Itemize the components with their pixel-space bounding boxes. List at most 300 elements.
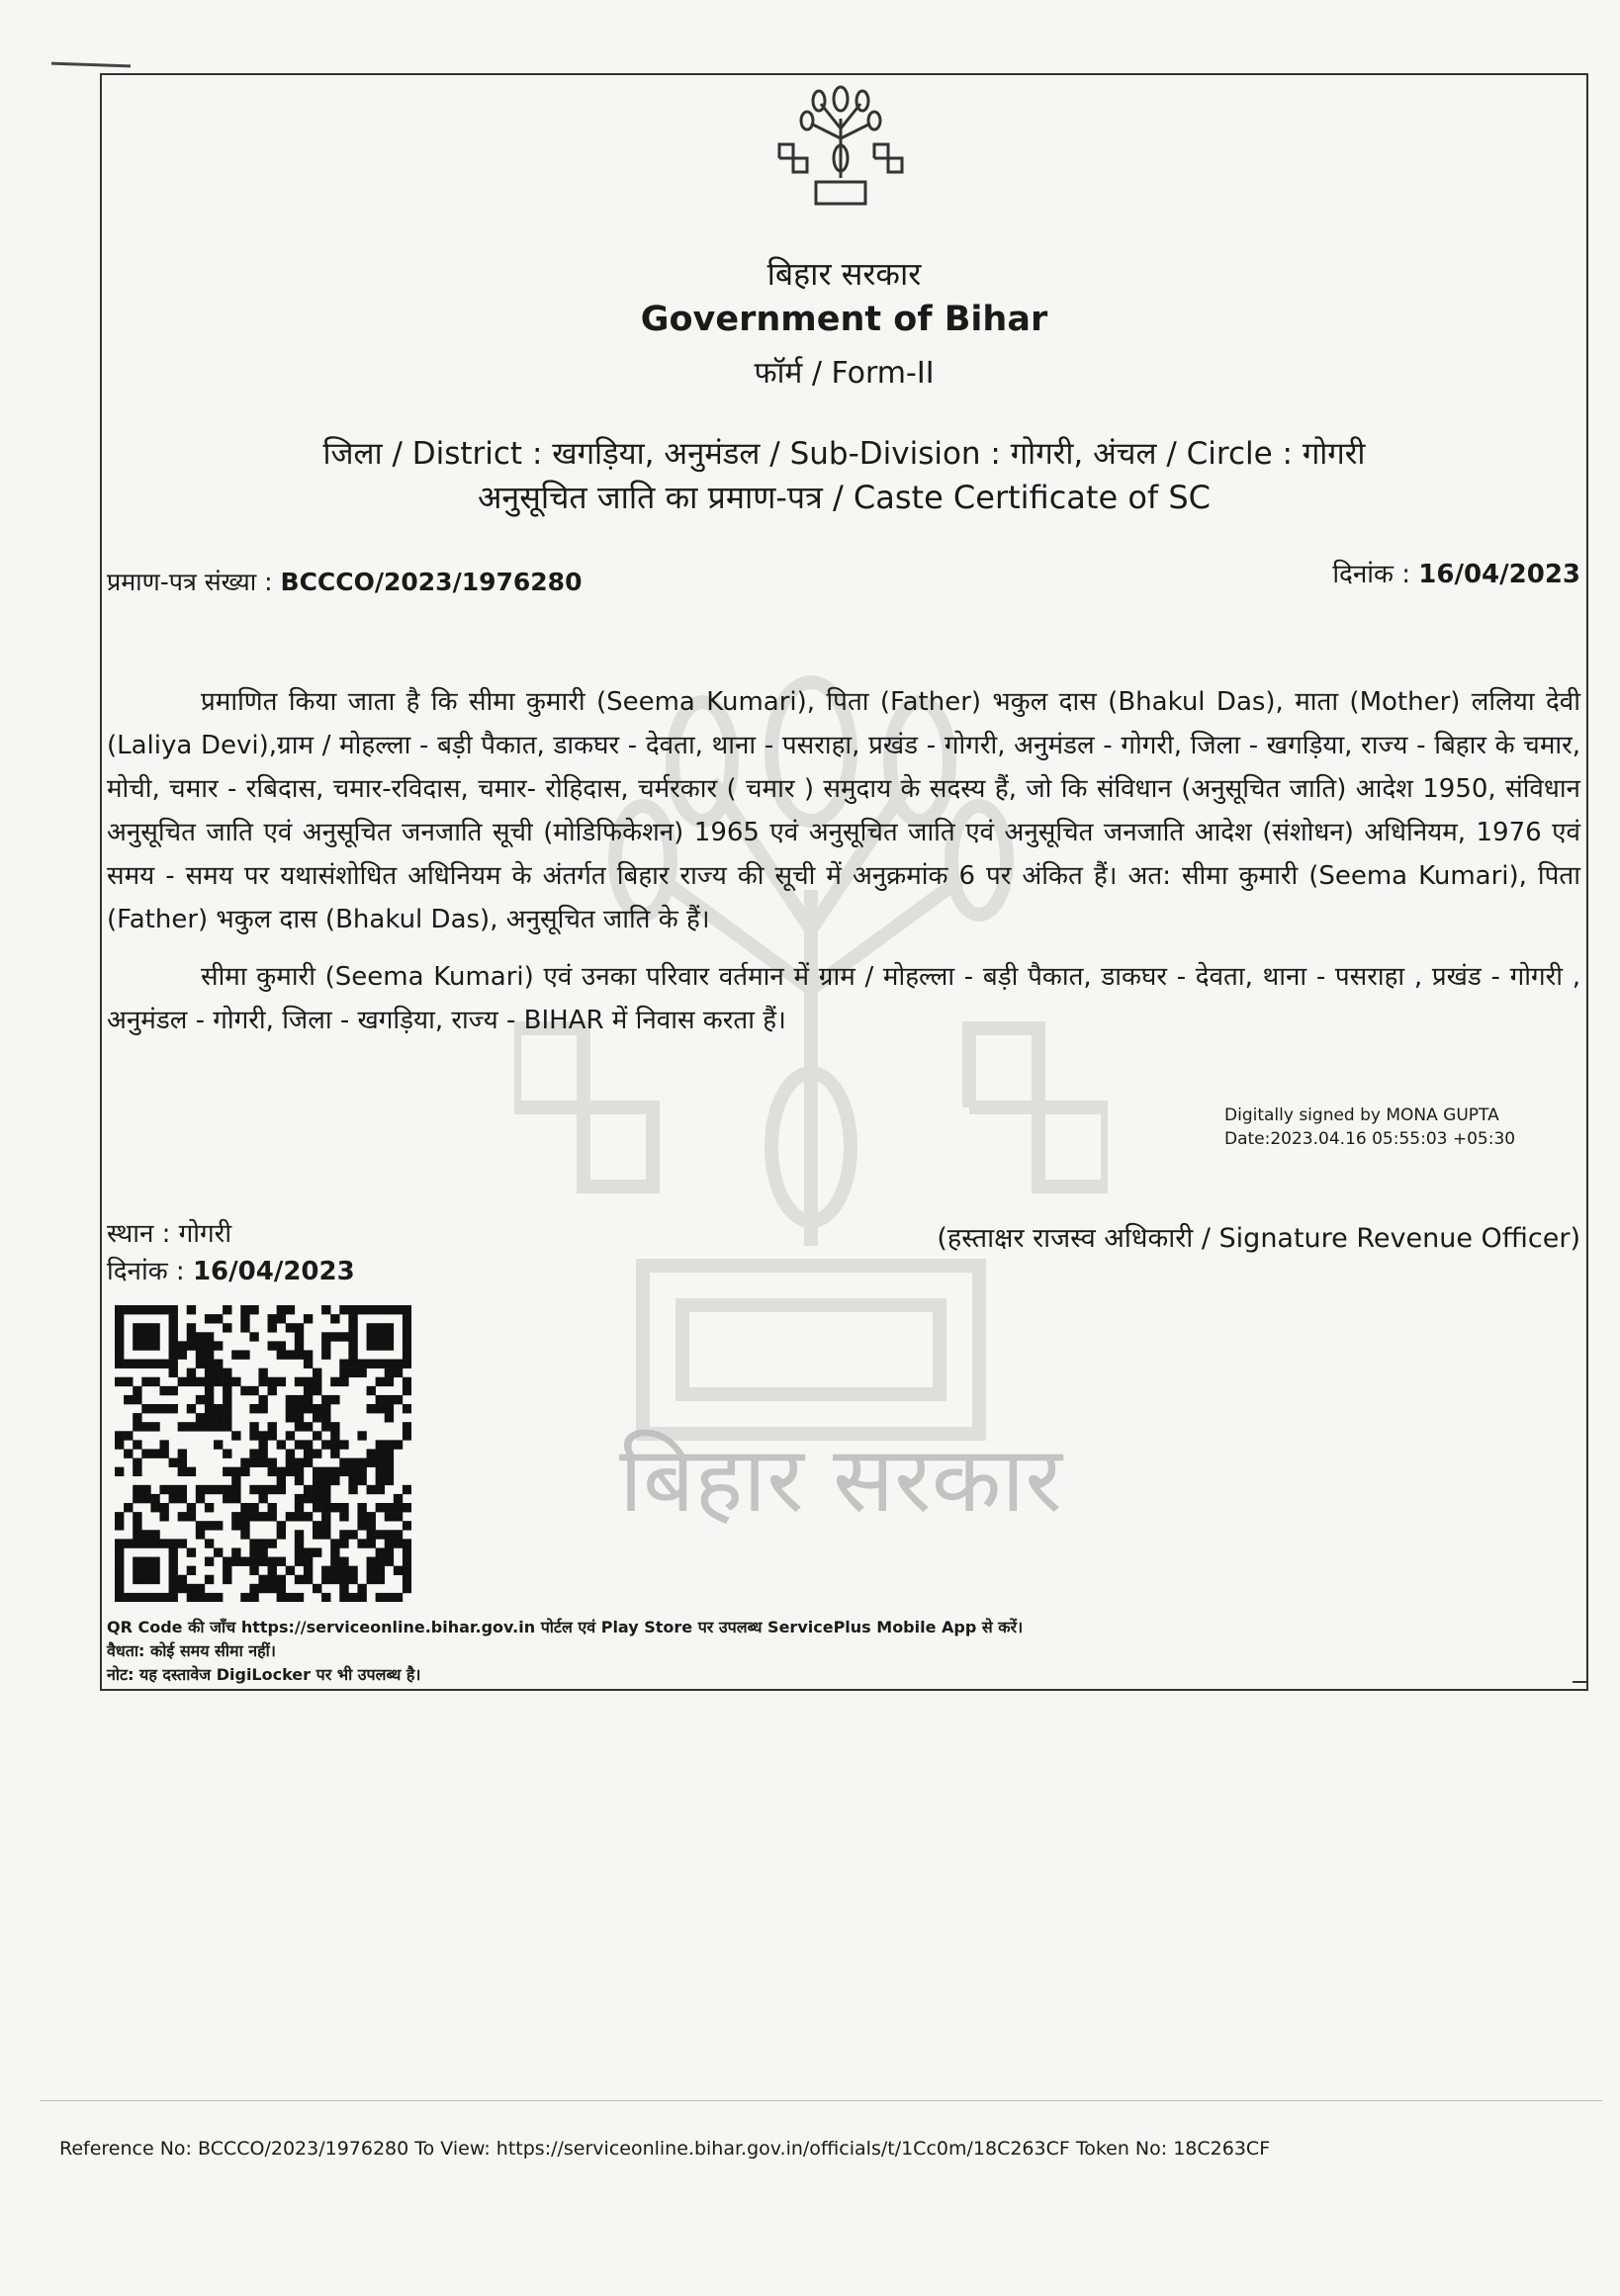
qr-module [169, 1369, 178, 1377]
qr-module [403, 1305, 411, 1314]
qr-module [313, 1449, 321, 1457]
qr-module [115, 1593, 124, 1602]
qr-module [348, 1305, 357, 1314]
qr-module [169, 1584, 178, 1593]
qr-module [348, 1458, 357, 1467]
footnotes [107, 1616, 1023, 1687]
qr-module [178, 1449, 187, 1457]
qr-module [258, 1575, 267, 1584]
qr-module [187, 1341, 196, 1350]
qr-module [348, 1350, 357, 1359]
qr-module [330, 1566, 339, 1575]
qr-module [367, 1360, 376, 1369]
qr-module [403, 1575, 411, 1584]
qr-module [330, 1332, 339, 1341]
bihar-emblem-icon [771, 79, 910, 208]
qr-module [169, 1341, 178, 1350]
digital-signature-signer: Digitally signed by MONA GUPTA [1224, 1105, 1499, 1125]
validity-note: वैधता: कोई समय सीमा नहीं। [107, 1641, 276, 1660]
qr-module [403, 1386, 411, 1395]
qr-module [231, 1467, 240, 1476]
qr-module [277, 1476, 286, 1485]
qr-module [205, 1350, 214, 1359]
place [107, 1214, 231, 1250]
qr-module [376, 1395, 385, 1404]
qr-module [196, 1395, 205, 1404]
qr-module [286, 1566, 295, 1575]
qr-module [178, 1341, 187, 1350]
qr-module [141, 1404, 150, 1413]
qr-module [313, 1369, 321, 1377]
qr-module [304, 1314, 313, 1323]
qr-module [394, 1503, 403, 1512]
qr-module [376, 1404, 385, 1413]
qr-module [321, 1521, 330, 1530]
qr-module [304, 1386, 313, 1395]
qr-module [295, 1547, 304, 1556]
qr-module [376, 1593, 385, 1602]
qr-module [115, 1360, 124, 1369]
qr-module [357, 1369, 366, 1377]
qr-module [295, 1458, 304, 1467]
qr-module [277, 1593, 286, 1602]
qr-module [339, 1440, 348, 1449]
qr-module [159, 1593, 168, 1602]
qr-module [376, 1377, 385, 1386]
qr-module [223, 1386, 231, 1395]
qr-module [348, 1530, 357, 1539]
qr-module [258, 1547, 267, 1556]
qr-module [133, 1395, 141, 1404]
qr-module [187, 1593, 196, 1602]
qr-module [214, 1547, 223, 1556]
qr-module [258, 1494, 267, 1503]
qr-module [124, 1431, 133, 1440]
qr-module [231, 1377, 240, 1386]
qr-module [223, 1485, 231, 1494]
qr-module [141, 1332, 150, 1341]
qr-module [187, 1512, 196, 1521]
qr-module [258, 1557, 267, 1566]
qr-module [376, 1449, 385, 1457]
qr-module [169, 1314, 178, 1323]
qr-module [376, 1503, 385, 1512]
qr-module [330, 1440, 339, 1449]
qr-module [313, 1584, 321, 1593]
qr-module [115, 1584, 124, 1593]
qr-module [231, 1485, 240, 1494]
qr-code-icon[interactable] [115, 1305, 411, 1602]
qr-module [321, 1566, 330, 1575]
qr-module [304, 1377, 313, 1386]
qr-module [133, 1332, 141, 1341]
footer-divider [40, 2100, 1602, 2101]
qr-module [268, 1386, 277, 1395]
qr-module [403, 1332, 411, 1341]
qr-module [376, 1360, 385, 1369]
qr-module [339, 1539, 348, 1547]
qr-module [150, 1530, 159, 1539]
qr-module [169, 1458, 178, 1467]
qr-module [115, 1467, 124, 1476]
qr-module [159, 1512, 168, 1521]
qr-module [150, 1332, 159, 1341]
qr-module [258, 1395, 267, 1404]
qr-module [124, 1503, 133, 1512]
qr-module [339, 1530, 348, 1539]
qr-module [385, 1503, 394, 1512]
qr-module [403, 1539, 411, 1547]
qr-module [357, 1458, 366, 1467]
qr-module [249, 1566, 258, 1575]
qr-module [169, 1494, 178, 1503]
qr-module [295, 1404, 304, 1413]
qr-module [304, 1404, 313, 1413]
qr-module [169, 1360, 178, 1369]
qr-module [115, 1332, 124, 1341]
digital-signature-date: Date:2023.04.16 05:55:03 +05:30 [1224, 1129, 1516, 1149]
qr-module [187, 1323, 196, 1332]
qr-module [249, 1422, 258, 1431]
qr-module [304, 1395, 313, 1404]
qr-module [313, 1413, 321, 1422]
qr-module [141, 1422, 150, 1431]
qr-module [367, 1449, 376, 1457]
qr-module [357, 1503, 366, 1512]
qr-module [295, 1530, 304, 1539]
qr-module [295, 1593, 304, 1602]
qr-module [159, 1485, 168, 1494]
qr-module [295, 1557, 304, 1566]
qr-module [205, 1369, 214, 1377]
qr-module [385, 1512, 394, 1521]
qr-module [394, 1593, 403, 1602]
qr-module [205, 1593, 214, 1602]
qr-module [367, 1557, 376, 1566]
qr-module [321, 1512, 330, 1521]
qr-module [249, 1584, 258, 1593]
signature-date-label: दिनांक : [107, 1257, 193, 1286]
qr-module [133, 1413, 141, 1422]
qr-module [357, 1305, 366, 1314]
qr-module [385, 1323, 394, 1332]
qr-module [115, 1440, 124, 1449]
qr-module [286, 1467, 295, 1476]
qr-module [231, 1476, 240, 1485]
qr-module [133, 1467, 141, 1476]
qr-module [295, 1395, 304, 1404]
qr-module [330, 1431, 339, 1440]
qr-module [141, 1539, 150, 1547]
qr-module [385, 1341, 394, 1350]
qr-module [115, 1341, 124, 1350]
qr-module [258, 1449, 267, 1457]
qr-module [385, 1413, 394, 1422]
qr-module [178, 1467, 187, 1476]
qr-module [205, 1395, 214, 1404]
qr-module [277, 1377, 286, 1386]
qr-module [240, 1521, 249, 1530]
qr-module [385, 1440, 394, 1449]
qr-module [205, 1557, 214, 1566]
qr-module [115, 1323, 124, 1332]
qr-module [268, 1431, 277, 1440]
qr-module [376, 1557, 385, 1566]
qr-module [205, 1386, 214, 1395]
qr-module [268, 1467, 277, 1476]
qr-module [367, 1530, 376, 1539]
qr-module [385, 1458, 394, 1467]
qr-module [367, 1458, 376, 1467]
qr-module [367, 1539, 376, 1547]
qr-module [339, 1566, 348, 1575]
qr-module [133, 1323, 141, 1332]
qr-module [196, 1413, 205, 1422]
qr-module [178, 1485, 187, 1494]
qr-module [268, 1584, 277, 1593]
qr-module [141, 1341, 150, 1350]
certificate-number [107, 565, 582, 598]
qr-module [330, 1539, 339, 1547]
qr-module [268, 1566, 277, 1575]
qr-module [313, 1547, 321, 1556]
qr-module [178, 1512, 187, 1521]
qr-module [178, 1575, 187, 1584]
qr-module [376, 1467, 385, 1476]
qr-module [268, 1314, 277, 1323]
qr-module [205, 1521, 214, 1530]
qr-module [205, 1360, 214, 1369]
qr-module [124, 1305, 133, 1314]
qr-module [339, 1458, 348, 1467]
qr-module [330, 1422, 339, 1431]
qr-module [159, 1386, 168, 1395]
place-label: स्थान : [107, 1219, 179, 1249]
qr-module [376, 1341, 385, 1350]
qr-module [124, 1377, 133, 1386]
qr-module [141, 1575, 150, 1584]
qr-module [330, 1575, 339, 1584]
qr-module [159, 1360, 168, 1369]
qr-module [169, 1332, 178, 1341]
qr-module [223, 1323, 231, 1332]
qr-module [295, 1503, 304, 1512]
issue-date [1332, 555, 1580, 590]
qr-module [339, 1360, 348, 1369]
qr-module [187, 1404, 196, 1413]
qr-module [205, 1341, 214, 1350]
qr-module [277, 1557, 286, 1566]
qr-module [304, 1485, 313, 1494]
qr-module [403, 1422, 411, 1431]
qr-module [169, 1557, 178, 1566]
signature-date-value: 16/04/2023 [192, 1257, 355, 1286]
qr-module [249, 1485, 258, 1494]
qr-module [115, 1350, 124, 1359]
qr-module [357, 1476, 366, 1485]
qr-module [141, 1323, 150, 1332]
qr-module [249, 1593, 258, 1602]
qr-module [124, 1395, 133, 1404]
qr-module [367, 1566, 376, 1575]
qr-module [286, 1305, 295, 1314]
qr-module [231, 1521, 240, 1530]
qr-module [304, 1440, 313, 1449]
qr-module [339, 1503, 348, 1512]
qr-module [376, 1440, 385, 1449]
qr-module [367, 1575, 376, 1584]
qr-module [330, 1476, 339, 1485]
signature-date [107, 1252, 355, 1287]
qr-module [268, 1512, 277, 1521]
qr-module [357, 1431, 366, 1440]
qr-module [348, 1485, 357, 1494]
qr-module [133, 1494, 141, 1503]
qr-module [403, 1557, 411, 1566]
qr-module [133, 1566, 141, 1575]
qr-module [330, 1503, 339, 1512]
qr-module [115, 1377, 124, 1386]
qr-module [385, 1476, 394, 1485]
qr-module [133, 1386, 141, 1395]
qr-module [115, 1521, 124, 1530]
qr-module [385, 1593, 394, 1602]
qr-module [133, 1521, 141, 1530]
qr-module [159, 1449, 168, 1457]
qr-module [258, 1369, 267, 1377]
qr-module [187, 1566, 196, 1575]
qr-module [150, 1494, 159, 1503]
qr-module [330, 1395, 339, 1404]
qr-module [321, 1341, 330, 1350]
qr-module [178, 1539, 187, 1547]
qr-module [214, 1404, 223, 1413]
qr-module [403, 1377, 411, 1386]
qr-module [223, 1305, 231, 1314]
qr-module [385, 1305, 394, 1314]
qr-module [258, 1584, 267, 1593]
qr-module [249, 1332, 258, 1341]
qr-module [150, 1422, 159, 1431]
state-name-hindi: बिहार सरकार [766, 255, 922, 293]
qr-module [150, 1539, 159, 1547]
qr-module [169, 1404, 178, 1413]
qr-module [357, 1584, 366, 1593]
qr-module [240, 1386, 249, 1395]
qr-module [277, 1485, 286, 1494]
qr-module [249, 1547, 258, 1556]
qr-module [223, 1369, 231, 1377]
form-title: फॉर्म / Form-II [754, 356, 935, 391]
qr-module [376, 1566, 385, 1575]
qr-module [187, 1332, 196, 1341]
qr-module [357, 1360, 366, 1369]
qr-module [169, 1305, 178, 1314]
qr-module [348, 1314, 357, 1323]
qr-module [141, 1485, 150, 1494]
qr-module [348, 1323, 357, 1332]
qr-module [231, 1350, 240, 1359]
qr-module [357, 1512, 366, 1521]
qr-module [321, 1404, 330, 1413]
qr-module [115, 1566, 124, 1575]
digilocker-note: नोट: यह दस्तावेज DigiLocker पर भी उपलब्ध है। [107, 1665, 421, 1684]
qr-module [196, 1485, 205, 1494]
qr-module [240, 1530, 249, 1539]
qr-module [313, 1431, 321, 1440]
qr-module [187, 1503, 196, 1512]
qr-module [403, 1566, 411, 1575]
qr-module [357, 1521, 366, 1530]
qr-module [240, 1323, 249, 1332]
qr-module [295, 1494, 304, 1503]
qr-module [133, 1530, 141, 1539]
qr-module [240, 1314, 249, 1323]
qr-module [196, 1530, 205, 1539]
qr-module [367, 1485, 376, 1494]
qr-module [223, 1566, 231, 1575]
qr-module [286, 1413, 295, 1422]
qr-module [249, 1305, 258, 1314]
qr-module [223, 1377, 231, 1386]
qr-module [124, 1593, 133, 1602]
qr-module [240, 1512, 249, 1521]
qr-module [214, 1369, 223, 1377]
qr-module [313, 1485, 321, 1494]
qr-module [357, 1467, 366, 1476]
qr-module [330, 1449, 339, 1457]
qr-module [223, 1449, 231, 1457]
qr-module [403, 1341, 411, 1350]
qr-module [385, 1547, 394, 1556]
qr-module [141, 1449, 150, 1457]
qr-module [286, 1350, 295, 1359]
qr-module [178, 1584, 187, 1593]
qr-module [169, 1386, 178, 1395]
qr-module [205, 1377, 214, 1386]
qr-module [249, 1449, 258, 1457]
qr-module [187, 1547, 196, 1556]
watermark-text: बिहार सरकार [619, 1427, 1062, 1533]
qr-module [150, 1323, 159, 1332]
qr-module [295, 1413, 304, 1422]
qr-module [321, 1305, 330, 1314]
qr-module [304, 1350, 313, 1359]
qr-module [313, 1503, 321, 1512]
qr-module [313, 1530, 321, 1539]
qr-module [277, 1530, 286, 1539]
qr-module [240, 1557, 249, 1566]
qr-module [376, 1323, 385, 1332]
qr-module [376, 1458, 385, 1467]
qr-module [376, 1485, 385, 1494]
qr-module [133, 1512, 141, 1521]
qr-module [169, 1575, 178, 1584]
qr-module [205, 1314, 214, 1323]
qr-module [187, 1369, 196, 1377]
qr-module [159, 1539, 168, 1547]
qr-module [348, 1575, 357, 1584]
qr-module [115, 1431, 124, 1440]
qr-module [348, 1467, 357, 1476]
qr-module [205, 1332, 214, 1341]
qr-module [231, 1494, 240, 1503]
qr-module [141, 1377, 150, 1386]
qr-module [403, 1404, 411, 1413]
qr-module [295, 1422, 304, 1431]
qr-module [321, 1593, 330, 1602]
qr-module [385, 1377, 394, 1386]
